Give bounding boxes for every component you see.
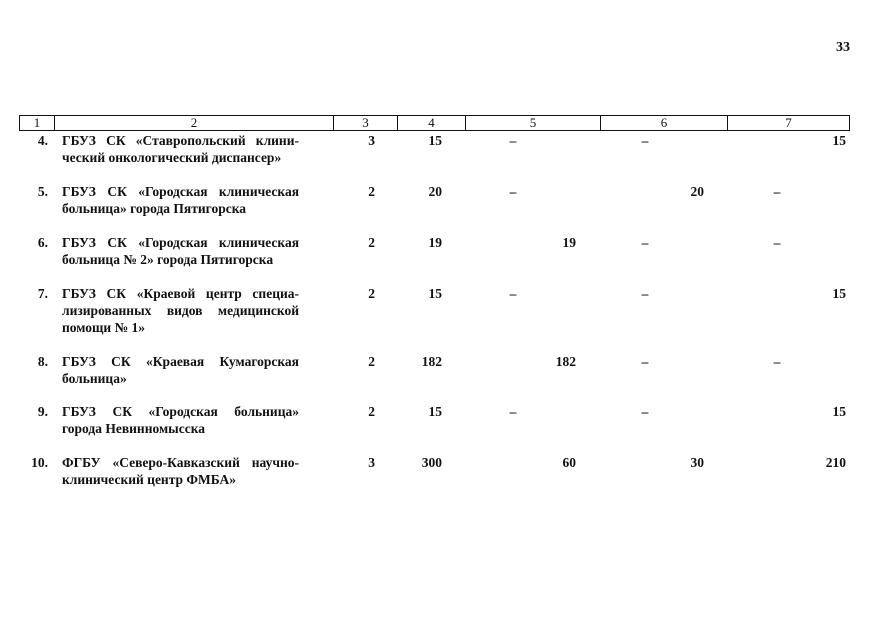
institution-name: ГБУЗ СК «Ставропольский клини-ческий онкологический диспансер» — [62, 133, 299, 165]
cell-col-6: – — [641, 286, 649, 301]
row-number: 5. — [37, 184, 48, 199]
cell-col-7: 210 — [825, 455, 846, 470]
cell-col-4: 20 — [428, 184, 442, 199]
cell-col-3: 2 — [368, 286, 375, 301]
cell-col-5: – — [509, 133, 517, 148]
cell-col-5: 19 — [562, 235, 576, 250]
row-number: 7. — [37, 286, 48, 301]
row-number: 6. — [37, 235, 48, 250]
institution-name: ГБУЗ СК «Городская больница» города Невинномысска — [62, 404, 299, 436]
institution-name: ГБУЗ СК «Краевая Кумагорская больница» — [62, 354, 299, 386]
cell-col-4: 300 — [421, 455, 442, 470]
cell-col-3: 3 — [368, 455, 375, 470]
cell-col-7: – — [773, 184, 781, 199]
cell-col-3: 2 — [368, 404, 375, 419]
cell-col-5: – — [509, 404, 517, 419]
header-col-1: 1 — [20, 116, 55, 130]
header-col-3: 3 — [334, 116, 398, 130]
row-number: 10. — [31, 455, 48, 470]
cell-col-7: – — [773, 235, 781, 250]
cell-col-3: 2 — [368, 235, 375, 250]
cell-col-7: – — [773, 354, 781, 369]
cell-col-6: – — [641, 235, 649, 250]
cell-col-5: – — [509, 184, 517, 199]
cell-col-4: 15 — [428, 286, 442, 301]
cell-col-7: 15 — [832, 133, 846, 148]
cell-col-6: 20 — [690, 184, 704, 199]
header-col-7: 7 — [785, 115, 792, 130]
page-number: 33 — [836, 40, 850, 55]
cell-col-7: 15 — [832, 286, 846, 301]
cell-col-3: 3 — [368, 133, 375, 148]
header-col-2: 2 — [55, 116, 334, 130]
row-number: 4. — [37, 133, 48, 148]
cell-col-4: 182 — [421, 354, 442, 369]
row-number: 9. — [37, 404, 48, 419]
cell-col-6: 30 — [690, 455, 704, 470]
row-number: 8. — [37, 354, 48, 369]
cell-col-5: 182 — [555, 354, 576, 369]
cell-col-5: 60 — [562, 455, 576, 470]
cell-col-6: – — [641, 133, 649, 148]
cell-col-3: 2 — [368, 354, 375, 369]
header-col-6: 6 — [601, 116, 728, 130]
header-col-5: 5 — [466, 116, 601, 130]
header-col-4: 4 — [398, 116, 466, 130]
cell-col-6: – — [641, 354, 649, 369]
cell-col-4: 15 — [428, 404, 442, 419]
cell-col-7: 15 — [832, 404, 846, 419]
cell-col-4: 19 — [428, 235, 442, 250]
cell-col-4: 15 — [428, 133, 442, 148]
cell-col-5: – — [509, 286, 517, 301]
cell-col-3: 2 — [368, 184, 375, 199]
cell-col-6: – — [641, 404, 649, 419]
institution-name: ФГБУ «Северо-Кавказский научно-клинический центр ФМБА» — [62, 455, 299, 487]
institution-name: ГБУЗ СК «Городская клиническая больница» города Пятигорска — [62, 184, 299, 216]
institution-name: ГБУЗ СК «Городская клиническая больница № 2» города Пятигорска — [62, 235, 299, 267]
institution-name: ГБУЗ СК «Краевой центр специа-лизированных видов медицинской помощи № 1» — [62, 286, 299, 335]
